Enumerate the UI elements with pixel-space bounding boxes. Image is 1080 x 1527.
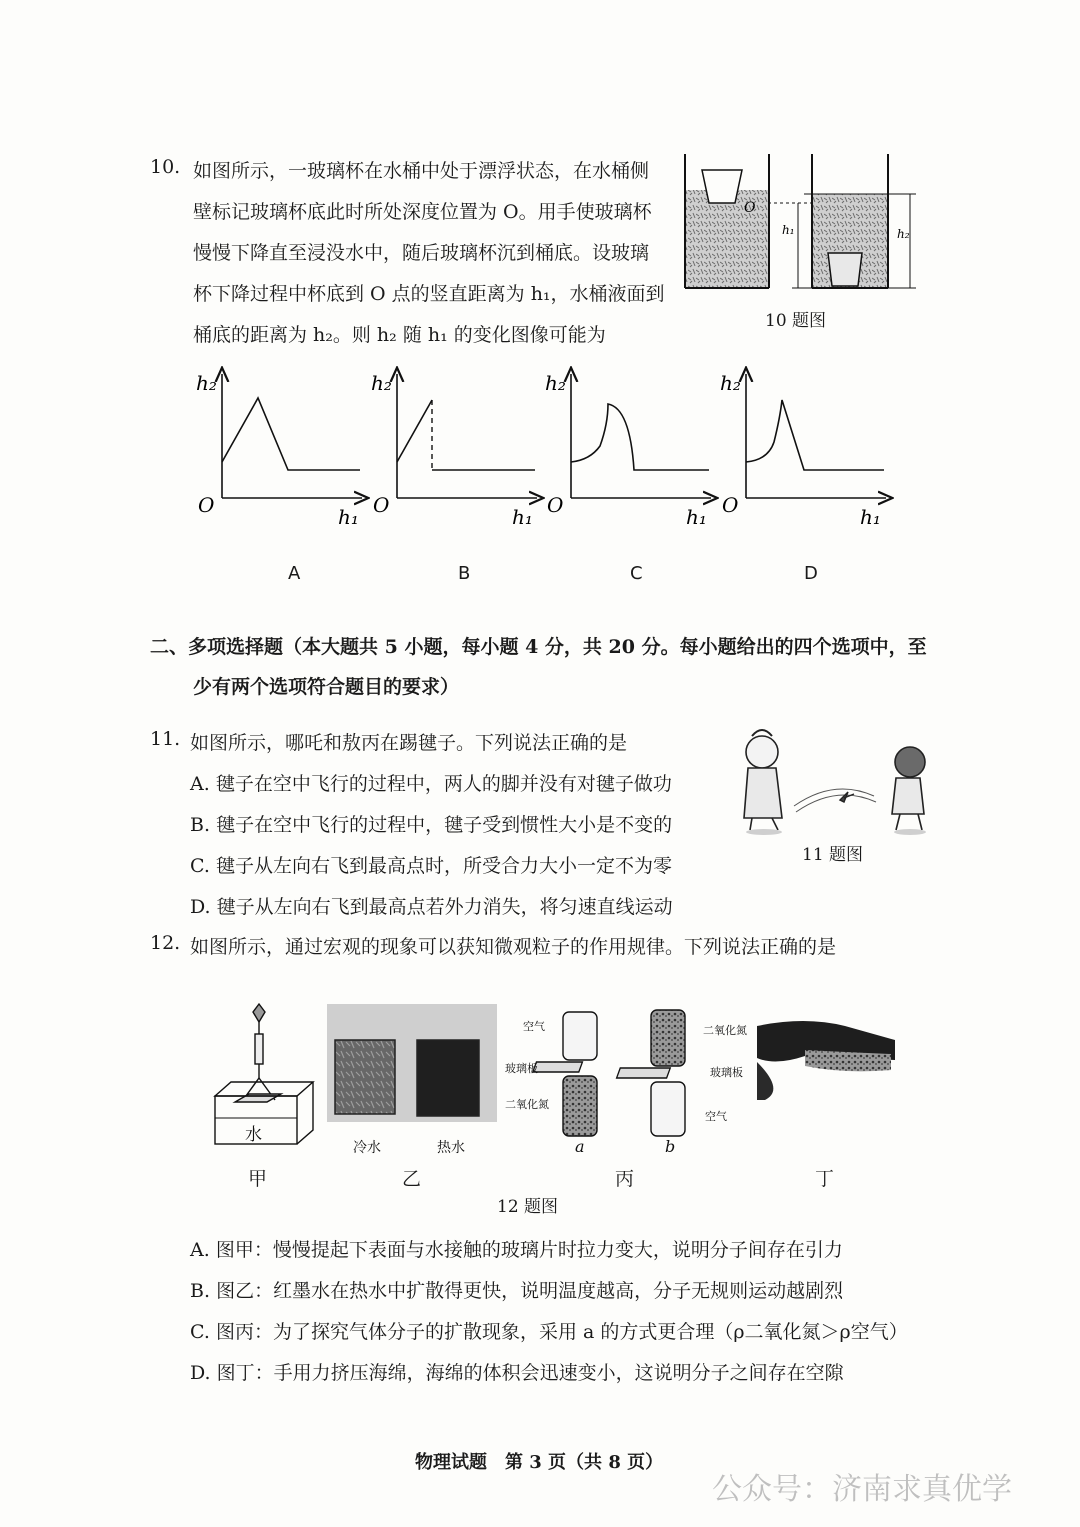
graph-d-origin: O <box>722 493 739 517</box>
q12-figure-caption: 12 题图 <box>497 1197 559 1217</box>
q11-figure <box>724 722 944 842</box>
graph-b-x-label: h₁ <box>512 505 533 529</box>
graph-d-y-label: h₂ <box>720 371 741 395</box>
graph-d <box>720 371 886 529</box>
q11-option-c: C. 毽子从左向右飞到最高点时，所受合力大小一定不为零 <box>190 855 672 877</box>
graph-a-origin: O <box>198 493 215 517</box>
fig-bing-a-letter: a <box>575 1137 585 1156</box>
q10-line-3: 慢慢下降直至浸没水中，随后玻璃杯沉到桶底。设玻璃 <box>193 242 650 264</box>
section2-heading-line2: 少有两个选项符合题目的要求） <box>193 676 460 698</box>
aobing-figure-icon <box>892 747 926 835</box>
q12-option-d: D. 图丁：手用力挤压海绵，海绵的体积会迅速变小，这说明分子之间存在空隙 <box>190 1362 844 1384</box>
q12-number: 12. <box>150 932 181 954</box>
q11-option-d: D. 毽子从左向右飞到最高点若外力消失，将匀速直线运动 <box>190 896 673 918</box>
graph-b <box>371 371 537 529</box>
fig-bing-label: 丙 <box>615 1168 635 1190</box>
q10-bucket-figure <box>680 148 920 298</box>
q10-line-2: 壁标记玻璃杯底此时所处深度位置为 O。用手使玻璃杯 <box>193 201 652 223</box>
fig-ding <box>757 1021 895 1100</box>
q10-figure-caption: 10 题图 <box>765 311 827 331</box>
q10-number: 10. <box>150 156 181 178</box>
fig-yi <box>327 1004 497 1156</box>
fig-jia <box>215 1004 313 1145</box>
graph-b-y-label: h₂ <box>371 371 392 395</box>
fig-bing-b-glass: 玻璃板 <box>710 1066 743 1079</box>
fig-yi-hot-label: 热水 <box>437 1140 465 1156</box>
fig-yi-label: 乙 <box>402 1168 422 1190</box>
q10-fig-h1: h₁ <box>782 223 795 237</box>
q10-fig-h2: h₂ <box>897 227 910 241</box>
q11-option-b: B. 毽子在空中飞行的过程中，毽子受到惯性大小是不变的 <box>190 814 673 836</box>
fig-bing-a-air: 空气 <box>523 1020 545 1033</box>
fig-jia-water-label: 水 <box>245 1125 262 1145</box>
section2-heading-line1: 二、多项选择题（本大题共 5 小题，每小题 4 分，共 20 分。每小题给出的四个选项中，至 <box>150 636 927 658</box>
fig-bing-b-air: 空气 <box>705 1110 727 1123</box>
fig-bing-b-letter: b <box>665 1137 676 1156</box>
q11-option-a: A. 毽子在空中飞行的过程中，两人的脚并没有对毽子做功 <box>190 773 672 795</box>
shuttlecock-icon <box>840 792 854 802</box>
fig-bing-a-co2: 二氧化氮 <box>505 1098 549 1111</box>
nezha-figure-icon <box>744 730 782 835</box>
q10-fig-o: O <box>744 200 756 216</box>
q11-number: 11. <box>150 728 181 750</box>
graph-c-origin: O <box>547 493 564 517</box>
fig-bing-b-co2: 二氧化氮 <box>703 1024 747 1037</box>
fig-jia-label: 甲 <box>248 1168 268 1190</box>
fig-bing-b <box>617 1010 747 1156</box>
q10-graphs <box>190 362 910 542</box>
graph-a-y-label: h₂ <box>196 371 217 395</box>
q10-option-d: D <box>804 563 818 584</box>
page-footer: 物理试题 第 3 页（共 8 页） <box>415 1452 664 1473</box>
q10-option-a: A <box>288 563 301 584</box>
graph-c-y-label: h₂ <box>545 371 566 395</box>
q12-option-b: B. 图乙：红墨水在热水中扩散得更快，说明温度越高，分子无规则运动越剧烈 <box>190 1280 844 1302</box>
q10-line-1: 如图所示，一玻璃杯在水桶中处于漂浮状态，在水桶侧 <box>193 160 650 182</box>
graph-c-x-label: h₁ <box>686 505 707 529</box>
graph-b-origin: O <box>373 493 390 517</box>
q12-figure <box>205 1000 905 1162</box>
fig-yi-cold-label: 冷水 <box>353 1140 381 1156</box>
q10-option-b: B <box>458 563 471 584</box>
q10-line-4: 杯下降过程中杯底到 O 点的竖直距离为 h₁，水桶液面到 <box>193 283 665 305</box>
fig-bing-a-glass: 玻璃板 <box>505 1062 538 1075</box>
q10-option-c: C <box>630 563 643 584</box>
graph-c <box>545 371 711 529</box>
graph-a <box>196 371 362 529</box>
watermark: 公众号：济南求真优学 <box>712 1472 1012 1507</box>
fig-bing-a <box>505 1012 597 1156</box>
q11-stem: 如图所示，哪吒和敖丙在踢毽子。下列说法正确的是 <box>190 732 628 754</box>
graph-d-x-label: h₁ <box>860 505 881 529</box>
q10-line-5: 桶底的距离为 h₂。则 h₂ 随 h₁ 的变化图像可能为 <box>193 324 606 346</box>
q12-option-a: A. 图甲：慢慢提起下表面与水接触的玻璃片时拉力变大，说明分子间存在引力 <box>190 1239 843 1261</box>
graph-a-x-label: h₁ <box>338 505 359 529</box>
fig-ding-label: 丁 <box>815 1168 835 1190</box>
q12-option-c: C. 图丙：为了探究气体分子的扩散现象，采用 a 的方式更合理（ρ二氧化氮＞ρ空气） <box>190 1321 908 1343</box>
q12-stem: 如图所示，通过宏观的现象可以获知微观粒子的作用规律。下列说法正确的是 <box>190 936 837 958</box>
q11-figure-caption: 11 题图 <box>802 845 864 865</box>
